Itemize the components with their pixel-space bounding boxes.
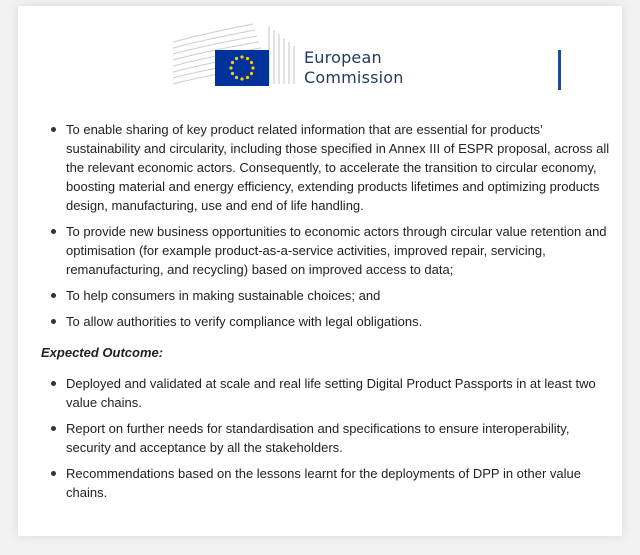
list-item: To provide new business opportunities to economic actors through circular value retention and optimisation (for example product-as-a-service activities, improved repair, servicing, remanufacturing, and recycling) based on improved access to data;	[40, 222, 610, 279]
list-item: To enable sharing of key product related information that are essential for products’ sustainability and circularity, including those specified in Annex III of ESPR proposal, across all the relevant economic actors. Consequently, to accelerate the transition to circular economy, boosting material and energy efficiency, extending products lifetimes and optimizing products design, manufacturing, use and end of life handling.	[40, 120, 610, 215]
list-item: Deployed and validated at scale and real life setting Digital Product Passports in at least two value chains.	[40, 374, 610, 412]
european-commission-logo	[171, 20, 411, 92]
list-item: To help consumers in making sustainable choices; and	[40, 286, 610, 305]
expected-outcome-list	[40, 374, 610, 502]
objectives-list	[40, 120, 610, 331]
document-page	[18, 6, 622, 536]
expected-outcome-heading: Expected Outcome:	[41, 345, 164, 360]
logo-line-1: European	[304, 48, 382, 67]
commission-building-icon	[171, 20, 301, 92]
list-item: To allow authorities to verify compliance with legal obligations.	[40, 312, 610, 331]
logo-line-2: Commission	[304, 68, 404, 87]
list-item: Recommendations based on the lessons learnt for the deployments of DPP in other value chains.	[40, 464, 610, 502]
logo-wordmark	[304, 48, 404, 88]
logo-divider	[558, 50, 561, 90]
document-body	[40, 120, 610, 509]
list-item: Report on further needs for standardisation and specifications to ensure interoperability, security and acceptance by all the stakeholders.	[40, 419, 610, 457]
